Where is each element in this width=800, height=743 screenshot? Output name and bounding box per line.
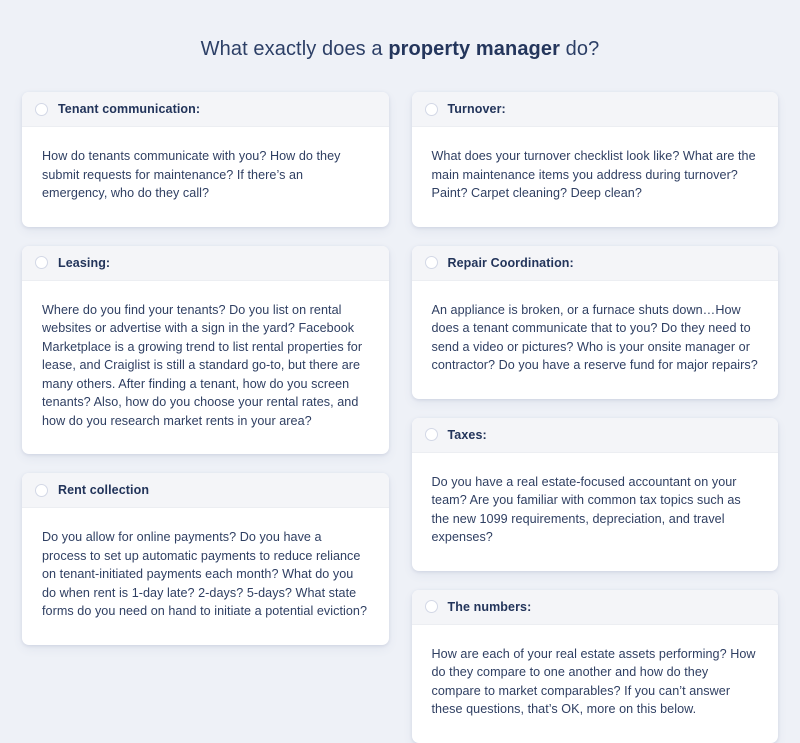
card-taxes[interactable] xyxy=(412,418,779,571)
radio-circle-icon xyxy=(35,103,48,116)
page-title-emphasis: property manager xyxy=(388,38,560,60)
radio-circle-icon xyxy=(425,600,438,613)
card-columns xyxy=(0,92,800,743)
card-the-numbers[interactable] xyxy=(412,590,779,743)
card-header[interactable] xyxy=(22,473,389,508)
card-text: Do you have a real estate-focused accountant on your team? Are you familiar with common tax topics such as the new 1099 requirements, depreciation, and travel expenses? xyxy=(431,474,741,544)
card-turnover[interactable] xyxy=(412,92,779,227)
page-title-prefix: What exactly does a xyxy=(200,38,389,60)
card-body xyxy=(22,508,389,645)
card-text: An appliance is broken, or a furnace shuts down…How does a tenant communicate that to you? Do they need to send a video or pictures? Who is your onsite manager or contractor? Do you have a reserve fund for major repairs? xyxy=(431,302,758,372)
card-header[interactable] xyxy=(22,246,389,281)
card-rent-collection[interactable] xyxy=(22,473,389,645)
card-repair-coordination[interactable] xyxy=(412,246,779,399)
card-title: Tenant communication: xyxy=(58,102,201,116)
card-text: Where do you find your tenants? Do you list on rental websites or advertise with a sign in the yard? Facebook Marketplace is a growing trend to list rental properties for lease, and Craiglist is still a standard go-to, but there are many others. After finding a tenant, how do you screen tenants? Also, how do you choose your rental rates, and how do you research market rents in your area? xyxy=(42,302,363,428)
card-text: How are each of your real estate assets performing? How do they compare to one another and how do they compare to market comparables? If you can’t answer these questions, that’s OK, more on this below. xyxy=(431,646,756,716)
page-title xyxy=(0,0,800,62)
card-header[interactable] xyxy=(412,246,779,281)
radio-circle-icon xyxy=(425,256,438,269)
card-body xyxy=(412,127,779,227)
card-title: The numbers: xyxy=(447,599,532,614)
right-column xyxy=(412,92,779,743)
card-tenant-communication[interactable] xyxy=(22,92,389,227)
card-title: Repair Coordination: xyxy=(447,255,574,270)
card-body xyxy=(412,281,779,399)
left-column xyxy=(22,92,389,645)
radio-circle-icon xyxy=(35,256,48,269)
page-title-suffix: do? xyxy=(559,38,600,60)
radio-circle-icon xyxy=(425,428,438,441)
card-header[interactable] xyxy=(412,418,779,453)
card-header[interactable] xyxy=(412,92,779,127)
card-title: Rent collection xyxy=(58,483,150,497)
card-body xyxy=(412,625,779,743)
card-text: Do you allow for online payments? Do you have a process to set up automatic payments to reduce reliance on tenant-initiated payments each month? What do you do when rent is 1-day late? 2-days? 5-days? What state forms do you need on hand to initiate a potential eviction? xyxy=(42,530,368,618)
card-header[interactable] xyxy=(412,590,779,625)
card-title: Turnover: xyxy=(447,102,506,116)
card-body xyxy=(412,453,779,571)
card-leasing[interactable] xyxy=(22,246,389,455)
card-title: Leasing: xyxy=(58,255,111,270)
card-header[interactable] xyxy=(22,92,389,127)
radio-circle-icon xyxy=(425,103,438,116)
card-body xyxy=(22,281,389,455)
card-text: What does your turnover checklist look like? What are the main maintenance items you address during turnover? Paint? Carpet cleaning? Deep clean? xyxy=(431,149,756,200)
card-body xyxy=(22,127,389,227)
card-title: Taxes: xyxy=(447,427,487,442)
card-text: How do tenants communicate with you? How do they submit requests for maintenance? If there’s an emergency, who do they call? xyxy=(42,149,341,200)
radio-circle-icon xyxy=(35,484,48,497)
